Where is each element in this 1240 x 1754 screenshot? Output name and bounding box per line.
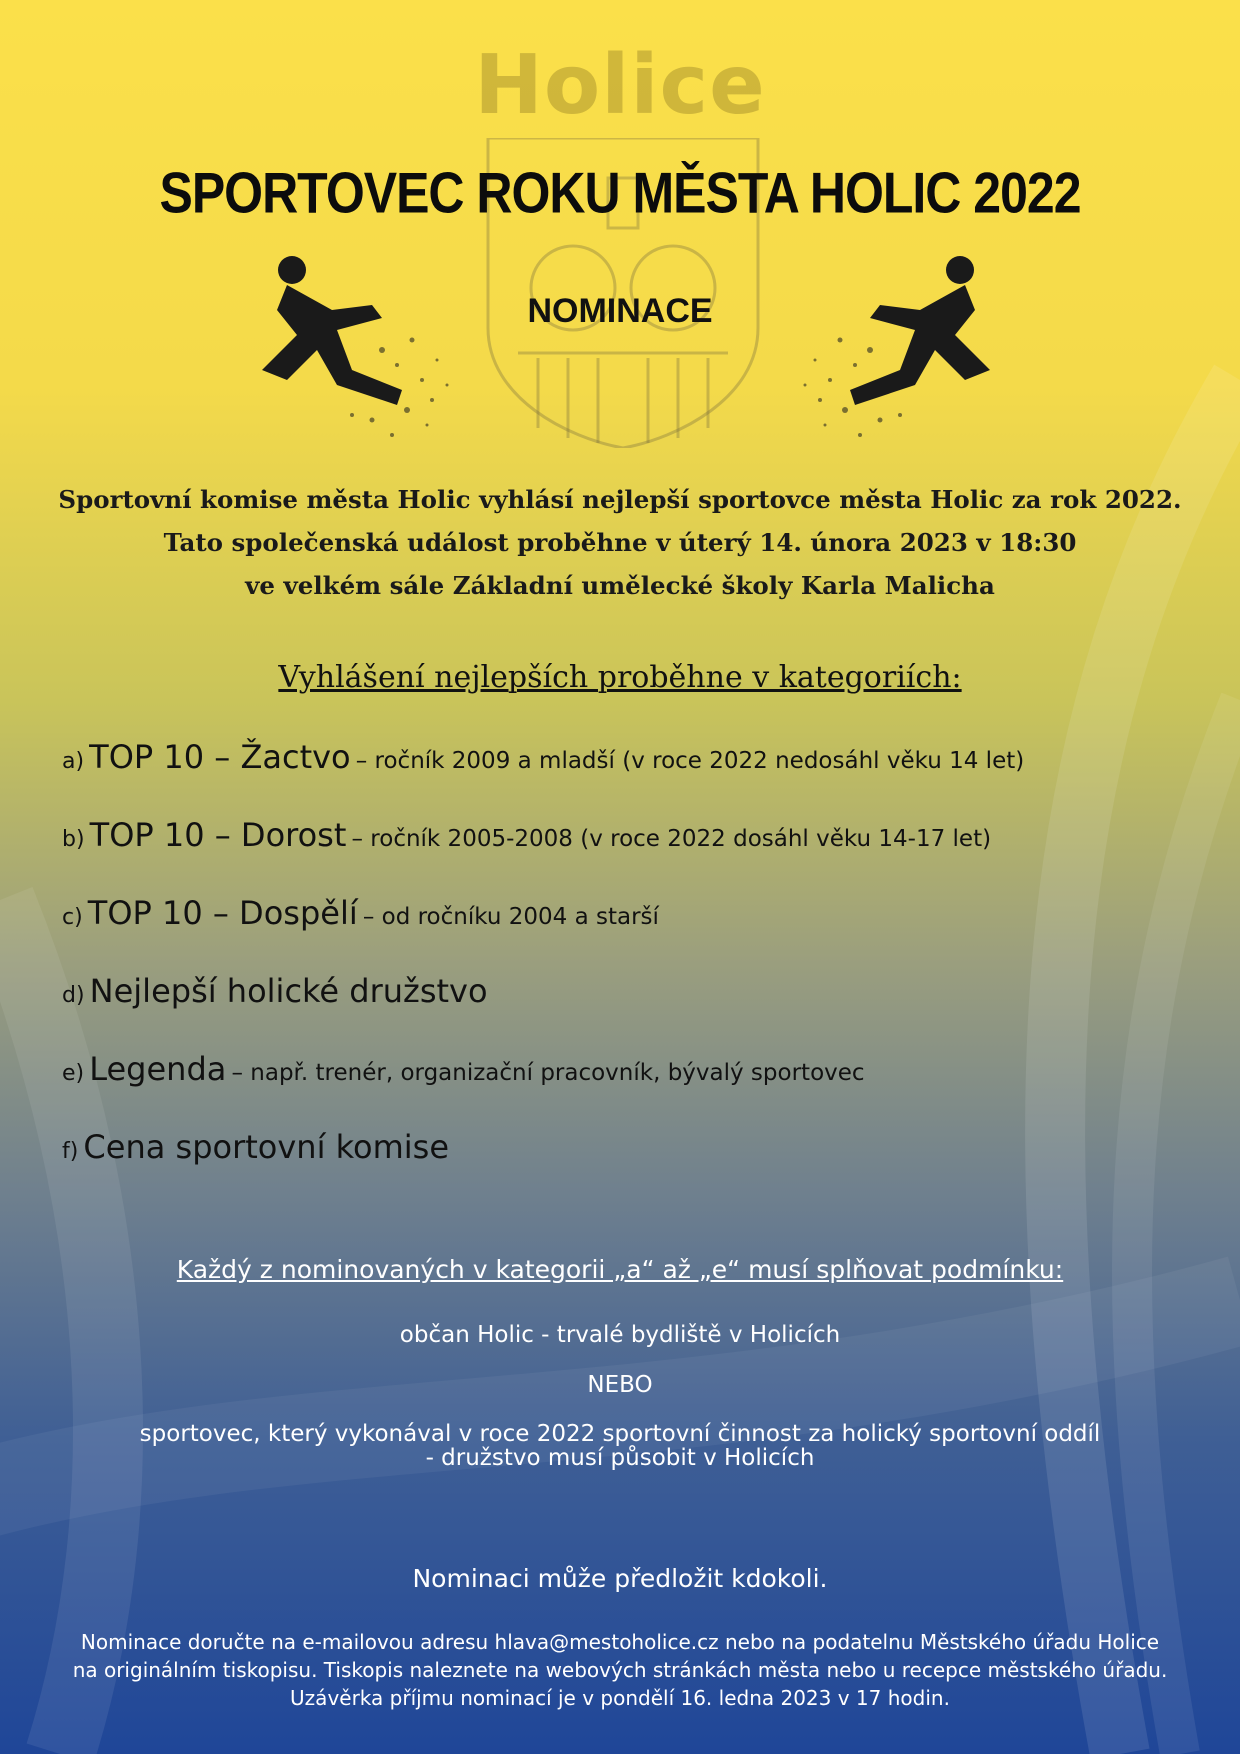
condition-or: NEBO (587, 1372, 653, 1398)
intro-line: Sportovní komise města Holic vyhlásí nejlepší sportovce města Holic za rok 2022. (58, 485, 1182, 514)
category-letter: a) (62, 749, 85, 774)
footer-line: Uzávěrka příjmu nominací je v pondělí 16. ledna 2023 v 17 hodin. (290, 1686, 950, 1710)
category-item-a (62, 738, 1212, 816)
category-name: TOP 10 – Žactvo (89, 738, 351, 776)
category-desc: – ročník 2009 a mladší (v roce 2022 nedosáhl věku 14 let) (355, 748, 1025, 774)
nominate-text: Nominaci může předložit kdokoli. (412, 1564, 828, 1593)
category-desc: – ročník 2005-2008 (v roce 2022 dosáhl věku 14-17 let) (351, 826, 992, 852)
footer-text (0, 1628, 1240, 1712)
category-item-b (62, 816, 1212, 894)
condition-line-1: občan Holic - trvalé bydliště v Holicích (399, 1322, 841, 1348)
category-name: TOP 10 – Dospělí (87, 894, 358, 932)
intro-line: ve velkém sále Základní umělecké školy Karla Malicha (245, 571, 995, 600)
footer-line: na originálním tiskopisu. Tiskopis naleznete na webových stránkách města nebo u recepce městského úřadu. (72, 1658, 1168, 1682)
intro-line: Tato společenská událost proběhne v úterý 14. února 2023 v 18:30 (163, 528, 1077, 557)
intro-text (0, 478, 1240, 607)
condition-line-3 (0, 1422, 1240, 1470)
category-name: Nejlepší holické družstvo (89, 972, 488, 1010)
category-name: TOP 10 – Dorost (89, 816, 347, 854)
condition-line-3b: - družstvo musí působit v Holicích (425, 1445, 815, 1471)
categories-heading: Vyhlášení nejlepších proběhne v kategoriích: (278, 660, 962, 695)
category-letter: c) (62, 905, 83, 930)
category-letter: e) (62, 1061, 85, 1086)
condition-heading: Každý z nominovaných v kategorii „a“ až „e“ musí splňovat podmínku: (176, 1255, 1064, 1284)
category-item-e (62, 1050, 1212, 1128)
category-item-d (62, 972, 1212, 1050)
category-name: Legenda (89, 1050, 227, 1088)
page-subtitle: NOMINACE (527, 292, 713, 330)
category-name: Cena sportovní komise (83, 1128, 450, 1166)
category-letter: b) (62, 827, 85, 852)
category-letter: f) (62, 1139, 79, 1164)
footer-line: Nominace doručte na e-mailovou adresu hlava@mestoholice.cz nebo na podatelnu Městského úřadu Holice (80, 1630, 1160, 1654)
category-item-c (62, 894, 1212, 972)
category-item-f (62, 1128, 1212, 1206)
category-list (62, 738, 1212, 1206)
category-letter: d) (62, 983, 85, 1008)
category-desc: – od ročníku 2004 a starší (362, 904, 659, 930)
runner-right-icon (790, 240, 1020, 450)
condition-line-3a: sportovec, který vykonával v roce 2022 sportovní činnost za holický sportovní oddíl (139, 1421, 1101, 1447)
town-watermark: Holice (474, 38, 766, 133)
runner-left-icon (232, 240, 462, 450)
page-title: SPORTOVEC ROKU MĚSTA HOLIC 2022 (159, 160, 1081, 226)
category-desc: – např. trenér, organizační pracovník, bývalý sportovec (231, 1060, 865, 1086)
